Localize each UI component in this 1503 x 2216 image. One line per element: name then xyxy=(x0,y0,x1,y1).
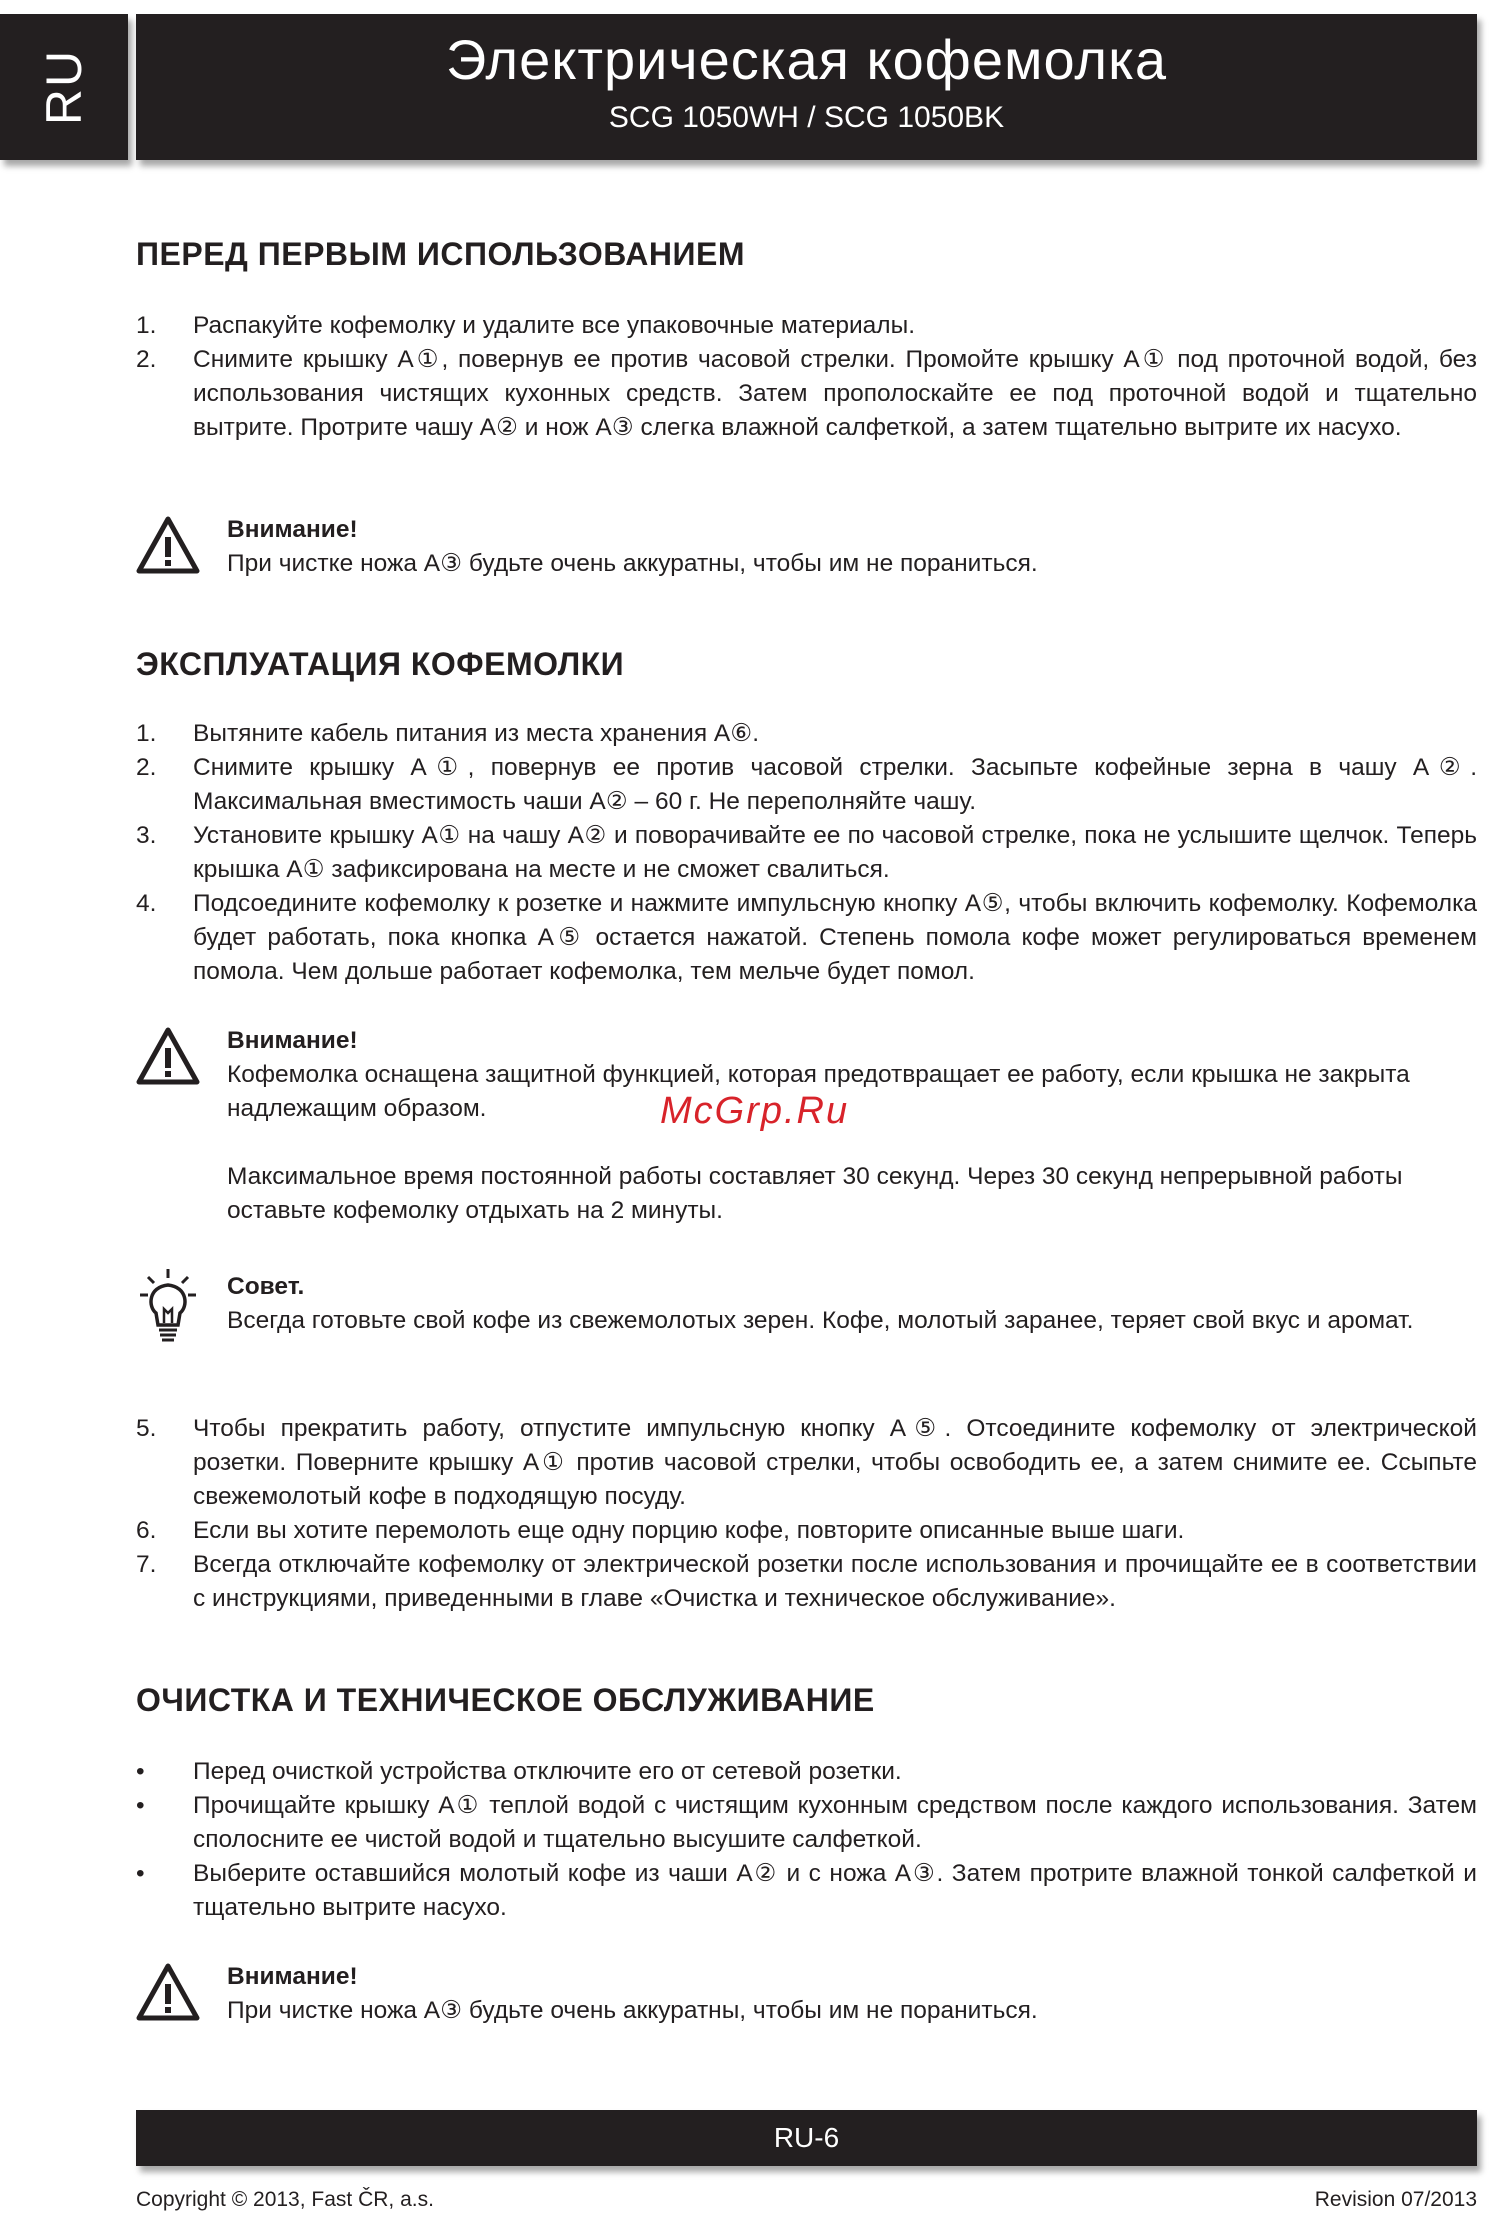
warning-text: Кофемолка оснащена защитной функцией, которая предотвращает ее работу, если крышка не закрыта надлежащим образом. xyxy=(227,1061,1410,1122)
warning-text: При чистке ножа A③ будьте очень аккуратны, чтобы им не пораниться. xyxy=(227,1997,1038,2024)
list-item: 2. Снимите крышку A①, повернув ее против часовой стрелки. Промойте крышку A① под проточной водой, без использования чистящих кухонных средств. Затем прополоскайте ее под проточной водой и тщательно вытрите. Протрите чашу A② и нож A③ слегка влажной салфеткой, а затем тщательно вытрите их насухо. xyxy=(136,346,1477,441)
list-item: 5. Чтобы прекратить работу, отпустите импульсную кнопку A⑤. Отсоедините кофемолку от электрической розетки. Поверните крышку A① против часовой стрелки, чтобы освободить ее, а затем снимите ее. Ссыпьте свежемолотый кофе в подходящую посуду. xyxy=(136,1415,1477,1510)
section3-list xyxy=(136,1755,1477,1925)
section2-list-continued xyxy=(136,1412,1477,1616)
watermark: McGrp.Ru xyxy=(660,1090,850,1132)
warning-title: Внимание! xyxy=(227,516,358,543)
list-item: 4. Подсоедините кофемолку к розетке и нажмите импульсную кнопку A⑤, чтобы включить кофемолку. Кофемолка будет работать, пока кнопка A⑤ остается нажатой. Степень помола кофе может регулироваться временем помола. Чем дольше работает кофемолка, тем мельче будет помол. xyxy=(136,890,1477,985)
list-item: • Выберите оставшийся молотый кофе из чаши A② и с ножа A③. Затем протрите влажной тонкой салфеткой и тщательно вытрите насухо. xyxy=(136,1860,1477,1921)
lightbulb-icon xyxy=(136,1264,200,1350)
language-label: RU xyxy=(36,48,92,126)
page-number: RU-6 xyxy=(773,2122,840,2153)
warning-icon xyxy=(136,1024,200,1088)
footer-bar xyxy=(136,2110,1477,2166)
tip-title: Совет. xyxy=(227,1273,305,1300)
page-title: Электрическая кофемолка xyxy=(446,28,1167,91)
model-subtitle: SCG 1050WH / SCG 1050BK xyxy=(608,101,1005,135)
warning-note xyxy=(136,513,1477,581)
list-item: 1. Распакуйте кофемолку и удалите все упаковочные материалы. xyxy=(136,312,915,339)
warning-note xyxy=(136,1960,1477,2028)
section-title-before-first-use: ПЕРЕД ПЕРВЫМ ИСПОЛЬЗОВАНИЕМ xyxy=(136,236,745,272)
copyright: Copyright © 2013, Fast ČR, a.s. xyxy=(136,2188,434,2211)
tip-text: Всегда готовьте свой кофе из свежемолотых зерен. Кофе, молотый заранее, теряет свой вкус и аромат. xyxy=(227,1307,1414,1334)
list-item: • Перед очисткой устройства отключите его от сетевой розетки. xyxy=(136,1758,902,1785)
section-title-cleaning: ОЧИСТКА И ТЕХНИЧЕСКОЕ ОБСЛУЖИВАНИЕ xyxy=(136,1682,875,1718)
language-tab xyxy=(0,14,128,160)
list-item: 1. Вытяните кабель питания из места хранения A⑥. xyxy=(136,720,760,747)
list-item: 2. Снимите крышку A①, повернув ее против часовой стрелки. Засыпьте кофейные зерна в чашу A②. Максимальная вместимость чаши A② – 60 г. Не переполняйте чашу. xyxy=(136,754,1477,815)
warning-title: Внимание! xyxy=(227,1027,358,1054)
section-title-operation: ЭКСПЛУАТАЦИЯ КОФЕМОЛКИ xyxy=(136,646,625,682)
list-item: 3. Установите крышку A① на чашу A② и поворачивайте ее по часовой стрелке, пока не услышите щелчок. Теперь крышка A① зафиксирована на месте и не сможет свалиться. xyxy=(136,822,1477,883)
section2-list xyxy=(136,717,1477,989)
warning-icon xyxy=(136,1960,200,2024)
header-bar xyxy=(136,14,1477,160)
warning-text: Максимальное время постоянной работы составляет 30 секунд. Через 30 секунд непрерывной работы оставьте кофемолку отдыхать на 2 минуты. xyxy=(227,1163,1403,1224)
tip-note xyxy=(136,1270,1477,1338)
warning-icon xyxy=(136,513,200,577)
warning-text: При чистке ножа A③ будьте очень аккуратны, чтобы им не пораниться. xyxy=(227,550,1038,577)
warning-title: Внимание! xyxy=(227,1963,358,1990)
revision: Revision 07/2013 xyxy=(1314,2188,1477,2211)
list-item: 6. Если вы хотите перемолоть еще одну порцию кофе, повторите описанные выше шаги. xyxy=(136,1517,1185,1544)
section1-list xyxy=(136,309,1477,445)
list-item: • Прочищайте крышку A① теплой водой с чистящим кухонным средством после каждого использования. Затем сполосните ее чистой водой и тщательно высушите салфеткой. xyxy=(136,1792,1477,1853)
list-item: 7. Всегда отключайте кофемолку от электрической розетки после использования и прочищайте ее в соответствии с инструкциями, приведенными в главе «Очистка и техническое обслуживание». xyxy=(136,1551,1477,1612)
